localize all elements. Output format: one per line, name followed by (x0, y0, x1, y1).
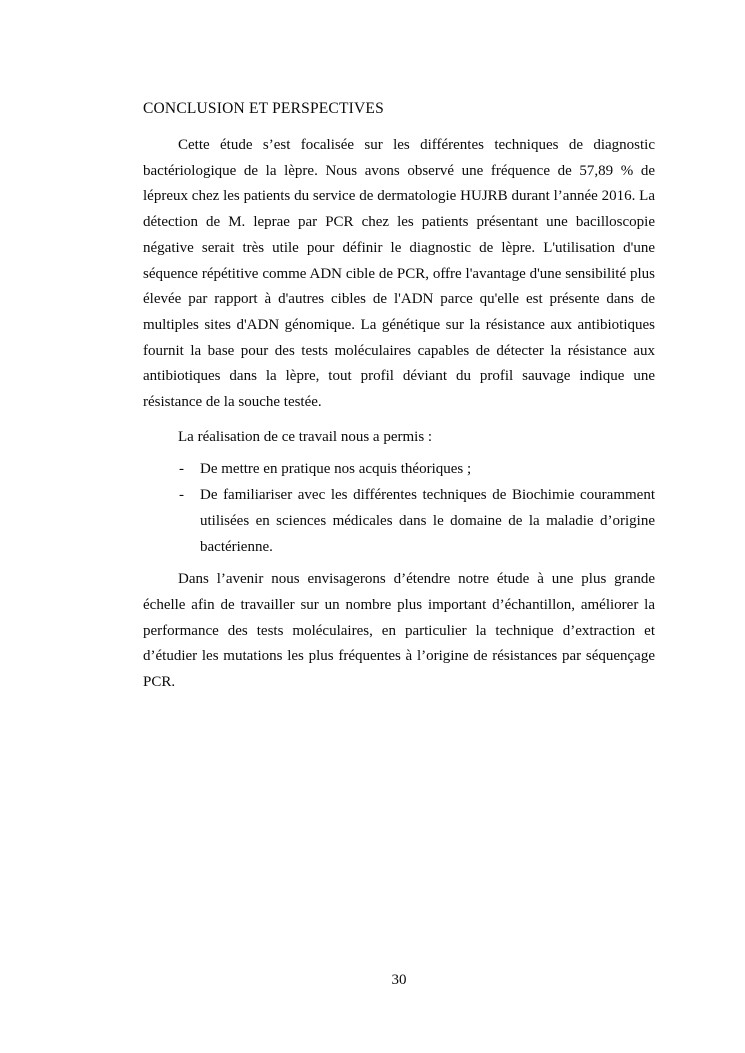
text-block (143, 99, 655, 705)
bullet-dash: - (179, 487, 184, 504)
bullet-text: De familiariser avec les différentes techniques de Biochimie couramment utilisées en sciences médicales dans le domaine de la maladie d’origine bactérienne. (200, 487, 655, 555)
paragraph-intro: Cette étude s’est focalisée sur les différentes techniques de diagnostic bactériologique de la lèpre. Nous avons observé une fréquence de 57,89 % de lépreux chez les patients du service de dermatologie HUJRB durant l’année 2016. La détection de M. leprae par PCR chez les patients présentant une bacilloscopie négative serait très utile pour définir le diagnostic de lèpre. L'utilisation d'une séquence répétitive comme ADN cible de PCR, offre l'avantage d'une sensibilité plus élevée par rapport à d'autres cibles de l'ADN parce qu'elle est présente dans de multiples sites d'ADN génomique. La génétique sur la résistance aux antibiotiques fournit la base pour des tests moléculaires capables de détecter la résistance aux antibiotiques dans la lèpre, tout profil déviant du profil sauvage indique une résistance de la souche testée. (143, 137, 655, 411)
page-number: 30 (391, 972, 407, 988)
paragraph-future: Dans l’avenir nous envisagerons d’étendre notre étude à une plus grande échelle afin de travailler sur un nombre plus important d’échantillon, améliorer la performance des tests moléculaires, en particulier la technique d’extraction et d’étudier les mutations les plus fréquentes à l’origine de résistances par séquençage PCR. (143, 571, 655, 691)
section-heading: CONCLUSION ET PERSPECTIVES (143, 100, 384, 117)
paragraph-lead-in: La réalisation de ce travail nous a permis : (178, 428, 433, 445)
bullet-dash: - (179, 461, 184, 478)
list-item (143, 457, 655, 483)
bullet-list (143, 457, 655, 560)
bullet-text: De mettre en pratique nos acquis théoriques ; (200, 461, 472, 478)
list-item (143, 483, 655, 560)
